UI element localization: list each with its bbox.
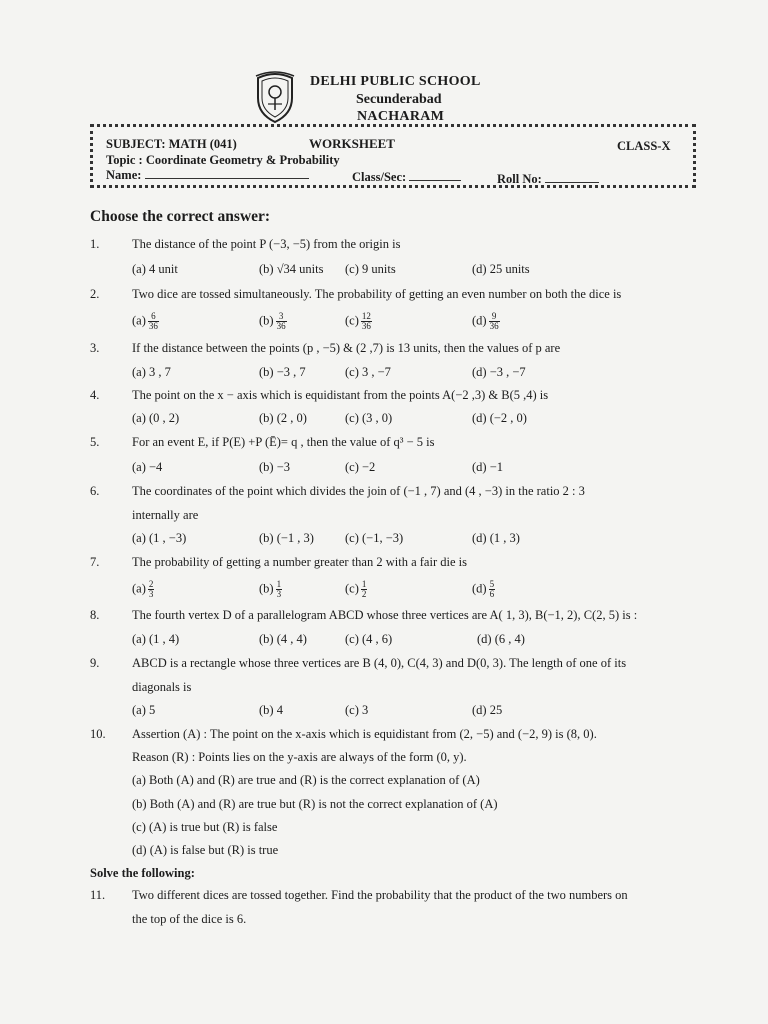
option-a: (a) 3 , 7 <box>132 365 171 379</box>
option-a: (a) $\frac{6}{36}$ <box>132 311 158 331</box>
assertion-text: Assertion (A) : The point on the x-axis which is equidistant from (2, −5) and (−2, 9) is (8, 0). <box>132 727 597 741</box>
school-branch: NACHARAM <box>357 109 445 124</box>
option-a: (a) (0 , 2) <box>132 411 180 425</box>
option-d: (d) 25 units <box>472 262 530 276</box>
school-crest-icon <box>252 70 298 124</box>
option-c: (c) 3 <box>345 703 369 717</box>
fraction: $\frac{1}{3}$ <box>276 579 282 599</box>
option-a: (a) (1 , 4) <box>132 632 180 646</box>
option-a: (a) Both (A) and (R) are true and (R) is the correct explanation of (A) <box>132 773 480 787</box>
option-b: (b) (2 , 0) <box>259 411 307 425</box>
question-text: ABCD is a rectangle whose three vertices are B (4, 0), C(4, 3) and D(0, 3). The length of one of its <box>132 656 627 670</box>
option-d: (d) (1 , 3) <box>472 531 520 545</box>
option-b: (b) √34 units <box>259 262 324 276</box>
option-c: (c) (A) is true but (R) is false <box>132 820 278 834</box>
option-c: (c) (4 , 6) <box>345 632 393 646</box>
name-label: Name: <box>106 168 142 182</box>
option-b: (b) (4 , 4) <box>259 632 307 646</box>
option-d: (d) −1 <box>472 460 503 474</box>
fraction: $\frac{5}{6}$ <box>489 579 495 599</box>
fraction: $\frac{6}{36}$ <box>148 311 158 331</box>
school-name: DELHI PUBLIC SCHOOL <box>310 74 481 89</box>
section-heading-solve: Solve the following: <box>90 866 195 880</box>
option-b: (b) $\frac{1}{3}$ <box>259 579 282 599</box>
question-number: 9. <box>90 656 100 670</box>
option-a: (a) −4 <box>132 460 163 474</box>
option-b: (b) $\frac{3}{36}$ <box>259 311 286 331</box>
worksheet-title: WORKSHEET <box>309 136 395 151</box>
option-d: (d) $\frac{5}{6}$ <box>472 579 495 599</box>
question-text: The coordinates of the point which divides the join of (−1 , 7) and (4 , −3) in the ratio 2 : 3 <box>132 484 585 498</box>
option-d: (d) (A) is false but (R) is true <box>132 843 279 857</box>
option-c: (c) $\frac{12}{36}$ <box>345 311 371 331</box>
question-text: The fourth vertex D of a parallelogram ABCD whose three vertices are A( 1, 3), B(−1, 2), C(2, 5) is : <box>132 608 638 622</box>
option-a: (a) (1 , −3) <box>132 531 187 545</box>
roll-blank <box>545 172 599 183</box>
option-b: (b) 4 <box>259 703 283 717</box>
question-number: 8. <box>90 608 100 622</box>
option-c: (c) 9 units <box>345 262 396 276</box>
question-text-continued: the top of the dice is 6. <box>132 912 247 926</box>
name-field <box>106 168 309 183</box>
option-c: (c) $\frac{1}{2}$ <box>345 579 367 599</box>
option-d: (d) (−2 , 0) <box>472 411 527 425</box>
option-c: (c) 3 , −7 <box>345 365 391 379</box>
option-a: (a) 4 unit <box>132 262 178 276</box>
option-d: (d) $\frac{9}{36}$ <box>472 311 499 331</box>
fraction: $\frac{3}{36}$ <box>276 311 286 331</box>
option-a: (a) 5 <box>132 703 156 717</box>
question-number: 2. <box>90 287 100 301</box>
option-a: (a) $\frac{2}{3}$ <box>132 579 154 599</box>
question-number: 10. <box>90 727 106 741</box>
option-d: (d) (6 , 4) <box>477 632 525 646</box>
question-text-continued: diagonals is <box>132 680 192 694</box>
name-blank <box>145 168 309 179</box>
fraction: $\frac{9}{36}$ <box>489 311 499 331</box>
roll-label: Roll No: <box>497 172 542 186</box>
question-number: 7. <box>90 555 100 569</box>
question-number: 5. <box>90 435 100 449</box>
class-sec-blank <box>409 170 461 181</box>
option-b: (b) −3 <box>259 460 290 474</box>
option-c: (c) (−1, −3) <box>345 531 404 545</box>
option-c: (c) −2 <box>345 460 376 474</box>
question-text: The probability of getting a number greater than 2 with a fair die is <box>132 555 467 569</box>
option-d: (d) 25 <box>472 703 503 717</box>
question-text: For an event E, if P(E) +P (Ē)= q , then the value of q³ − 5 is <box>132 435 435 449</box>
question-text: Two different dices are tossed together. Find the probability that the product of the two numbers on <box>132 888 628 902</box>
school-city: Secunderabad <box>356 92 442 107</box>
question-text: The point on the x − axis which is equidistant from the points A(−2 ,3) & B(5 ,4) is <box>132 388 549 402</box>
option-b: (b) (−1 , 3) <box>259 531 314 545</box>
option-c: (c) (3 , 0) <box>345 411 393 425</box>
question-text: Two dice are tossed simultaneously. The probability of getting an even number on both the dice is <box>132 287 622 301</box>
question-text: The distance of the point P (−3, −5) from the origin is <box>132 237 401 251</box>
subject-label: SUBJECT: MATH (041) <box>106 137 237 151</box>
section-heading-mcq: Choose the correct answer: <box>90 208 271 225</box>
topic-label: Topic : Coordinate Geometry & Probability <box>106 153 340 167</box>
question-number: 6. <box>90 484 100 498</box>
class-sec-label: Class/Sec: <box>352 170 407 184</box>
question-number: 1. <box>90 237 100 251</box>
fraction: $\frac{1}{2}$ <box>361 579 367 599</box>
class-sec-field <box>352 170 461 185</box>
question-text-continued: internally are <box>132 508 199 522</box>
question-number: 4. <box>90 388 100 402</box>
question-number: 3. <box>90 341 100 355</box>
option-d: (d) −3 , −7 <box>472 365 526 379</box>
roll-field <box>497 172 599 187</box>
reason-text: Reason (R) : Points lies on the y-axis are always of the form (0, y). <box>132 750 467 764</box>
question-text: If the distance between the points (p , −5) & (2 ,7) is 13 units, then the values of p are <box>132 341 561 355</box>
question-number: 11. <box>90 888 106 902</box>
fraction: $\frac{2}{3}$ <box>148 579 154 599</box>
option-b: (b) Both (A) and (R) are true but (R) is not the correct explanation of (A) <box>132 797 498 811</box>
fraction: $\frac{12}{36}$ <box>361 311 371 331</box>
option-b: (b) −3 , 7 <box>259 365 306 379</box>
class-label: CLASS-X <box>617 139 671 153</box>
